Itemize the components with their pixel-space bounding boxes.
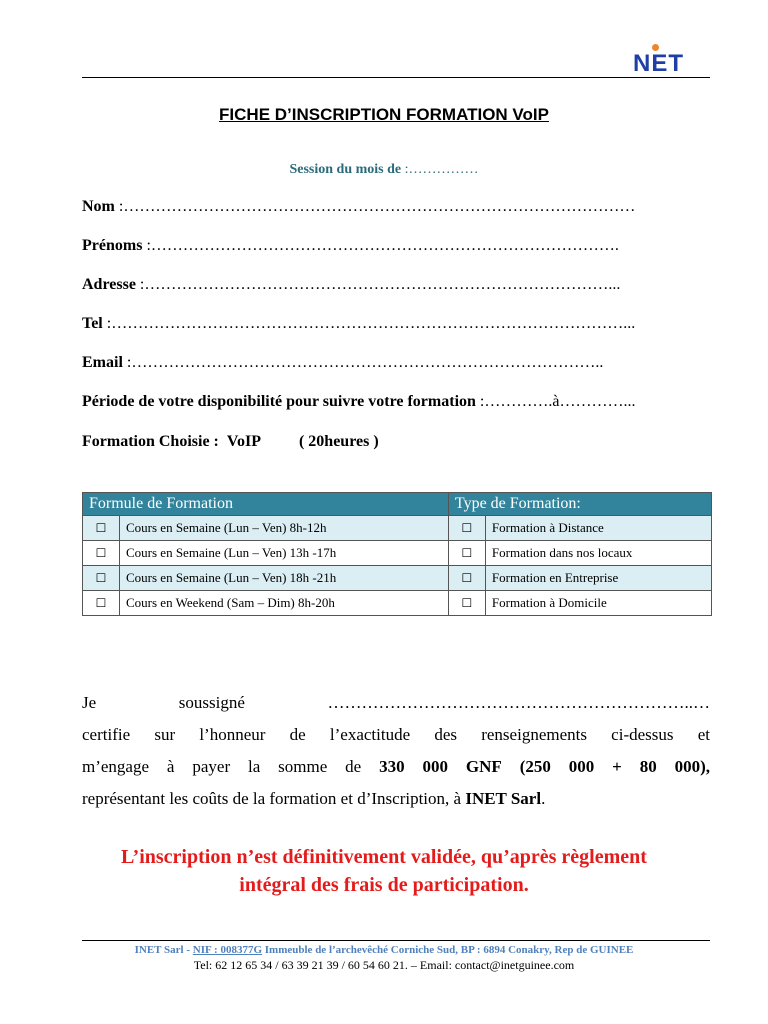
formation-choisie-duration: ( 20heures ) bbox=[298, 433, 379, 450]
footer-divider bbox=[82, 940, 710, 941]
field-nom[interactable] bbox=[82, 198, 635, 216]
field-periode-label: Période de votre disponibilité pour suivre votre formation bbox=[82, 393, 476, 410]
declaration-line-1 bbox=[82, 687, 710, 719]
declaration-je: Je bbox=[82, 693, 97, 712]
formation-choisie bbox=[82, 433, 379, 451]
table-row bbox=[83, 591, 712, 616]
field-tel-dots: :……………………………………………………………………………………... bbox=[102, 315, 636, 332]
declaration-line-2: certifie sur l’honneur de l’exactitude des renseignements ci-dessus et bbox=[82, 725, 710, 744]
declaration-company: INET Sarl bbox=[465, 789, 542, 808]
field-nom-label: Nom bbox=[82, 198, 115, 215]
field-prenoms[interactable] bbox=[82, 237, 619, 255]
table-row bbox=[83, 516, 712, 541]
formule-option: Cours en Semaine (Lun – Ven) 18h -21h bbox=[120, 566, 449, 591]
warning-line-2: intégral des frais de participation. bbox=[239, 874, 529, 896]
checkbox-formule-2[interactable]: ☐ bbox=[83, 541, 120, 566]
table-row bbox=[83, 566, 712, 591]
type-option: Formation à Domicile bbox=[485, 591, 711, 616]
checkbox-type-2[interactable]: ☐ bbox=[448, 541, 485, 566]
formation-choisie-label: Formation Choisie : bbox=[82, 433, 219, 450]
footer-address-text: Immeuble de l’archevêché Corniche Sud, BP : 6894 Conakry, Rep de GUINEE bbox=[262, 944, 634, 956]
declaration-name-dots[interactable]: ………………………………………………………..… bbox=[327, 693, 711, 712]
declaration-paragraph bbox=[82, 687, 710, 815]
field-email-dots: :…………………………………………………………………………….. bbox=[122, 354, 604, 371]
checkbox-type-4[interactable]: ☐ bbox=[448, 591, 485, 616]
footer-nif: NIF : 008377G bbox=[192, 944, 263, 956]
declaration-representant: représentant les coûts de la formation et d’Inscription, à bbox=[82, 789, 462, 808]
checkbox-formule-1[interactable]: ☐ bbox=[83, 516, 120, 541]
validation-warning bbox=[0, 843, 768, 899]
formule-option: Cours en Weekend (Sam – Dim) 8h-20h bbox=[120, 591, 449, 616]
field-tel[interactable] bbox=[82, 315, 635, 333]
page-title: FICHE D’INSCRIPTION FORMATION VoIP bbox=[219, 105, 549, 124]
session-label: Session du mois de bbox=[289, 162, 402, 177]
field-email[interactable] bbox=[82, 354, 603, 372]
checkbox-type-1[interactable]: ☐ bbox=[448, 516, 485, 541]
logo-text: NET bbox=[633, 50, 684, 77]
declaration-period: . bbox=[541, 789, 546, 808]
type-option: Formation dans nos locaux bbox=[485, 541, 711, 566]
checkbox-formule-3[interactable]: ☐ bbox=[83, 566, 120, 591]
declaration-amount: 330 000 GNF bbox=[379, 757, 502, 776]
field-nom-dots: :…………………………………………………………………………………… bbox=[114, 198, 636, 215]
checkbox-type-3[interactable]: ☐ bbox=[448, 566, 485, 591]
footer-contact: Tel: 62 12 65 34 / 63 39 21 39 / 60 54 60 21. – Email: contact@inetguinee.com bbox=[193, 958, 575, 972]
field-prenoms-label: Prénoms bbox=[82, 237, 143, 254]
formule-option: Cours en Semaine (Lun – Ven) 13h -17h bbox=[120, 541, 449, 566]
formation-table bbox=[82, 492, 712, 616]
warning-line-1: L’inscription n’est définitivement validée, qu’après règlement bbox=[121, 846, 647, 868]
header-formule: Formule de Formation bbox=[83, 493, 449, 516]
field-email-label: Email bbox=[82, 354, 123, 371]
field-adresse-dots: :……………………………………………………………………………... bbox=[135, 276, 621, 293]
declaration-soussigne: soussigné bbox=[178, 693, 245, 712]
session-line bbox=[0, 162, 768, 178]
formation-choisie-value: VoIP bbox=[226, 433, 261, 450]
field-adresse-label: Adresse bbox=[82, 276, 136, 293]
declaration-breakdown: (250 000 + 80 000), bbox=[519, 757, 711, 776]
field-adresse[interactable] bbox=[82, 276, 620, 294]
footer-address bbox=[0, 944, 768, 956]
checkbox-formule-4[interactable]: ☐ bbox=[83, 591, 120, 616]
formule-option: Cours en Semaine (Lun – Ven) 8h-12h bbox=[120, 516, 449, 541]
declaration-engage: m’engage à payer la somme de bbox=[82, 757, 362, 776]
field-periode-dots: :………….à…………... bbox=[475, 393, 636, 410]
header-type: Type de Formation: bbox=[448, 493, 711, 516]
type-option: Formation en Entreprise bbox=[485, 566, 711, 591]
field-tel-label: Tel bbox=[82, 315, 103, 332]
footer-company: INET Sarl - bbox=[134, 944, 193, 956]
table-row bbox=[83, 541, 712, 566]
declaration-line-4 bbox=[82, 783, 710, 815]
declaration-line-3 bbox=[82, 751, 710, 783]
table-header-row bbox=[83, 493, 712, 516]
session-value: :…………… bbox=[401, 162, 479, 177]
header-divider bbox=[82, 77, 710, 78]
field-periode[interactable] bbox=[82, 393, 635, 411]
inet-logo bbox=[633, 44, 707, 77]
type-option: Formation à Distance bbox=[485, 516, 711, 541]
field-prenoms-dots: :……………………………………………………………………………. bbox=[142, 237, 619, 254]
